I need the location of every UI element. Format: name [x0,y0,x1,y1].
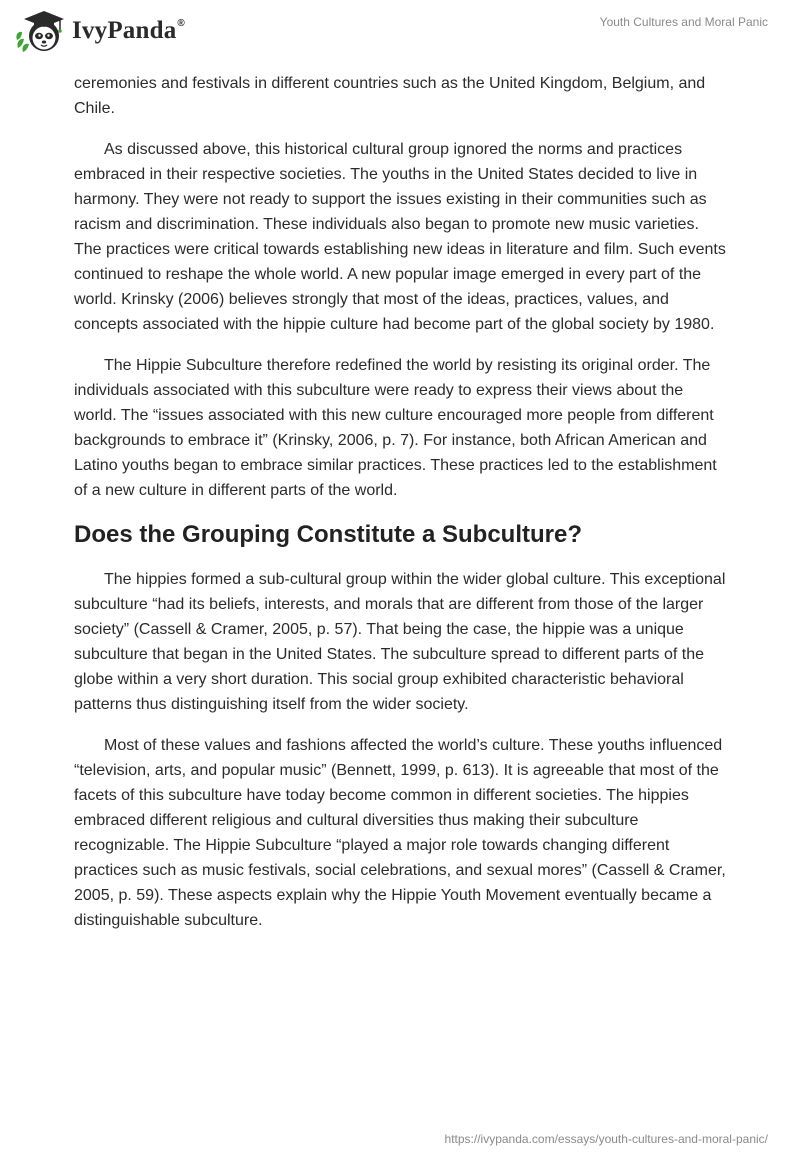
brand-text: IvyPanda [72,17,177,44]
paragraph: As discussed above, this historical cultural group ignored the norms and practices embraced in their respective societies. The youths in the United States decided to live in harmony. They were not ready to support the issues existing in their communities such as racism and discrimination. These individuals also began to promote new music varieties. The practices were critical towards establishing new ideas in literature and film. Such events continued to reshape the whole world. A new popular image emerged in every part of the world. Krinsky (2006) believes strongly that most of the ideas, practices, values, and concepts associated with the hippie culture had become part of the global society by 1980. [74,141,726,333]
paragraph: Most of these values and fashions affected the world’s culture. These youths influenced “television, arts, and popular music” (Bennett, 1999, p. 613). It is agreeable that most of the facets of this subculture have today become common in different societies. The hippies embraced different religious and cultural diversities thus making their subculture recognizable. The Hippie Subculture “played a major role towards changing different practices such as music festivals, social celebrations, and sexual mores” (Cassell & Cramer, 2005, p. 59). These aspects explain why the Hippie Youth Movement eventually became a distinguishable subculture. [74,737,726,929]
ivypanda-logo[interactable] [14,8,185,54]
paragraph: The hippies formed a sub-cultural group within the wider global culture. This exceptional subculture “had its beliefs, interests, and morals that are different from those of the larger society” (Cassell & Cramer, 2005, p. 57). That being the case, the hippie was a unique subculture that began in the United States. The subculture spread to different parts of the globe within a very short duration. This social group exhibited characteristic behavioral patterns thus distinguishing itself from the wider society. [74,571,726,713]
source-url[interactable]: https://ivypanda.com/essays/youth-cultures-and-moral-panic/ [444,1132,768,1146]
panda-graduate-icon [14,8,66,54]
document-title: Youth Cultures and Moral Panic [599,15,768,29]
section-heading: Does the Grouping Constitute a Subculture? [74,521,583,548]
paragraph: ceremonies and festivals in different countries such as the United Kingdom, Belgium, and Chile. [74,75,706,117]
essay-body [74,71,729,949]
registered-mark: ® [177,18,185,29]
page-header [0,0,800,70]
brand-name [72,17,185,45]
paragraph: The Hippie Subculture therefore redefined the world by resisting its original order. The individuals associated with this subculture were ready to express their views about the world. The “issues associated with this new culture encouraged more people from different backgrounds to embrace it” (Krinsky, 2006, p. 7). For instance, both African American and Latino youths began to embrace similar practices. These practices led to the establishment of a new culture in different parts of the world. [74,357,717,499]
